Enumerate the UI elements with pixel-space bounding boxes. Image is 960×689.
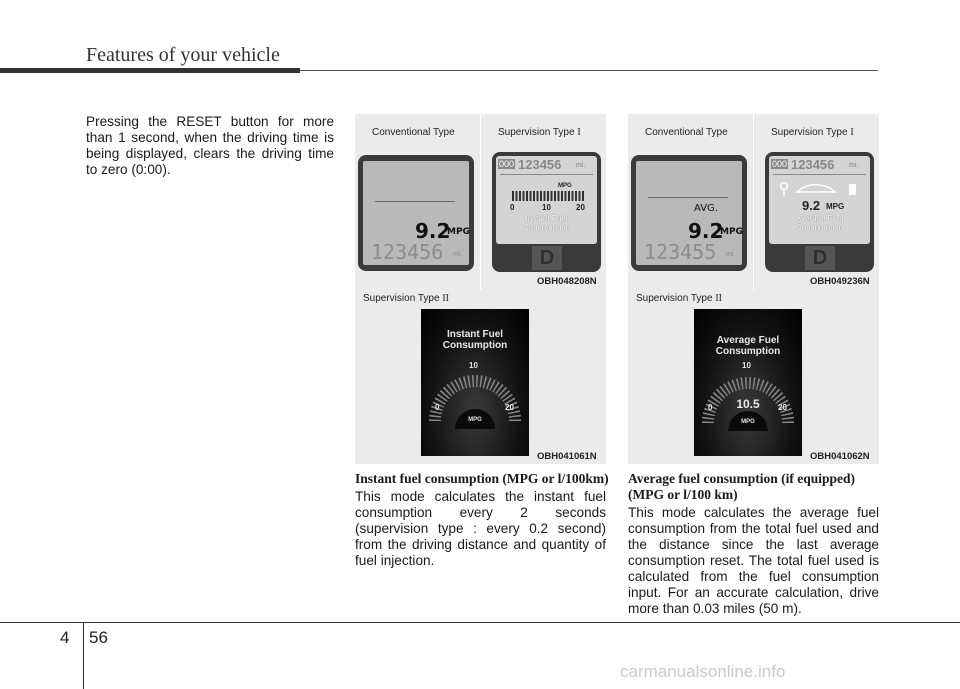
watermark: carmanualsonline.info — [620, 662, 786, 681]
supervision1-cluster — [492, 152, 601, 272]
supervision1-cluster — [765, 152, 874, 272]
average-heading: Average fuel consumption (if equipped) (MPG or l/100 km) — [628, 471, 856, 502]
label-supervision-1: Supervision Type I — [498, 127, 581, 138]
lcd-divider — [648, 197, 728, 198]
instant-fuel-gauge — [421, 309, 529, 456]
label-supervision-2: Supervision Type II — [636, 293, 722, 304]
supervision1-mode-label: Average Fuel Consumption — [795, 214, 844, 232]
figure-left-top — [355, 114, 606, 290]
gauge-value: 10.5 — [736, 397, 760, 411]
gauge-dial-icon — [421, 359, 529, 439]
figure-code-bottom: OBH041061N — [537, 451, 597, 462]
car-trip-icon — [779, 180, 859, 198]
conventional-lcd — [636, 161, 742, 265]
conventional-lcd — [363, 161, 469, 265]
footer-rule — [0, 622, 960, 623]
supervision1-unit: MPG — [826, 202, 845, 211]
gauge-tick-20: 20 — [778, 403, 787, 412]
instant-paragraph: This mode calculates the instant fuel consumption every 2 seconds (supervision type : every 0.2 second) from the driving distance and quantity of fuel injection. — [355, 489, 606, 568]
bar-scale-10: 10 — [542, 203, 551, 212]
label-conventional: Conventional Type — [372, 127, 455, 138]
figure-left-bottom — [355, 290, 606, 464]
odo-unit: mi. — [849, 162, 859, 169]
figure-divider — [753, 114, 754, 290]
average-fuel-gauge — [694, 309, 802, 456]
chapter-number: 4 — [60, 628, 70, 647]
lcd-divider — [375, 201, 455, 202]
figure-code-top: OBH048208N — [537, 276, 597, 287]
label-conventional: Conventional Type — [645, 127, 728, 138]
gauge-unit: MPG — [741, 419, 755, 425]
gauge-tick-0: 0 — [708, 403, 713, 412]
conventional-cluster — [631, 155, 747, 271]
section-title: Features of your vehicle — [86, 44, 280, 66]
gauge-title: Instant Fuel Consumption — [442, 329, 508, 351]
footer-divider — [83, 622, 84, 689]
odometer-digits: 123456 — [371, 240, 444, 264]
gear-indicator: D — [805, 246, 835, 270]
figure-divider — [480, 114, 481, 290]
odo-rule — [500, 174, 593, 175]
odo-unit: mi. — [576, 162, 586, 169]
instant-bargraph — [512, 191, 584, 201]
odo-prefix: 000 — [499, 159, 515, 169]
bar-unit: MPG — [558, 183, 572, 189]
odo-rule — [773, 174, 866, 175]
odo-digits: 123456 — [791, 157, 835, 172]
gauge-unit: MPG — [468, 417, 482, 423]
header-rule — [300, 70, 878, 71]
intro-paragraph: Pressing the RESET button for more than 1 second, when the driving time is being displayed, clears the driving time to zero (0:00). — [86, 114, 334, 177]
gauge-tick-20: 20 — [505, 403, 514, 412]
instant-heading: Instant fuel consumption (MPG or l/100km) — [355, 471, 609, 486]
conventional-value: 9.2 — [415, 219, 451, 243]
gauge-tick-10: 10 — [469, 361, 478, 370]
supervision1-screen — [496, 156, 597, 244]
supervision1-mode-label: Instant Fuel Consumption — [522, 214, 571, 232]
gauge-title: Average Fuel Consumption — [715, 335, 781, 357]
average-paragraph: This mode calculates the average fuel consumption from the total fuel used and the distance since the last average consumption reset. The total fuel used is calculated from the fuel consumption input. For an accurate calculation, drive more than 0.03 miles (50 m). — [628, 505, 879, 616]
conventional-cluster — [358, 155, 474, 271]
label-supervision-1: Supervision Type I — [771, 127, 854, 138]
odometer-unit: mi. — [726, 251, 736, 258]
gear-indicator: D — [532, 246, 562, 270]
header-bar — [0, 68, 300, 73]
odo-digits: 123456 — [518, 157, 562, 172]
conventional-unit: MPG — [720, 227, 743, 237]
figure-right-bottom — [628, 290, 879, 464]
conventional-value: 9.2 — [688, 219, 724, 243]
odometer-digits: 123455 — [644, 240, 717, 264]
figure-code-bottom: OBH041062N — [810, 451, 870, 462]
gauge-tick-0: 0 — [435, 403, 440, 412]
bar-scale-20: 20 — [576, 203, 585, 212]
conventional-unit: MPG — [447, 227, 470, 237]
supervision1-value: 9.2 — [802, 198, 821, 213]
page-number: 56 — [89, 628, 108, 647]
figure-right-top — [628, 114, 879, 290]
supervision1-screen — [769, 156, 870, 244]
figure-code-top: OBH049236N — [810, 276, 870, 287]
bar-scale-0: 0 — [510, 203, 515, 212]
odometer-unit: mi. — [453, 251, 463, 258]
label-supervision-2: Supervision Type II — [363, 293, 449, 304]
gauge-tick-10: 10 — [742, 361, 751, 370]
odo-prefix: 000 — [772, 159, 788, 169]
conventional-avg: AVG. — [694, 203, 718, 214]
